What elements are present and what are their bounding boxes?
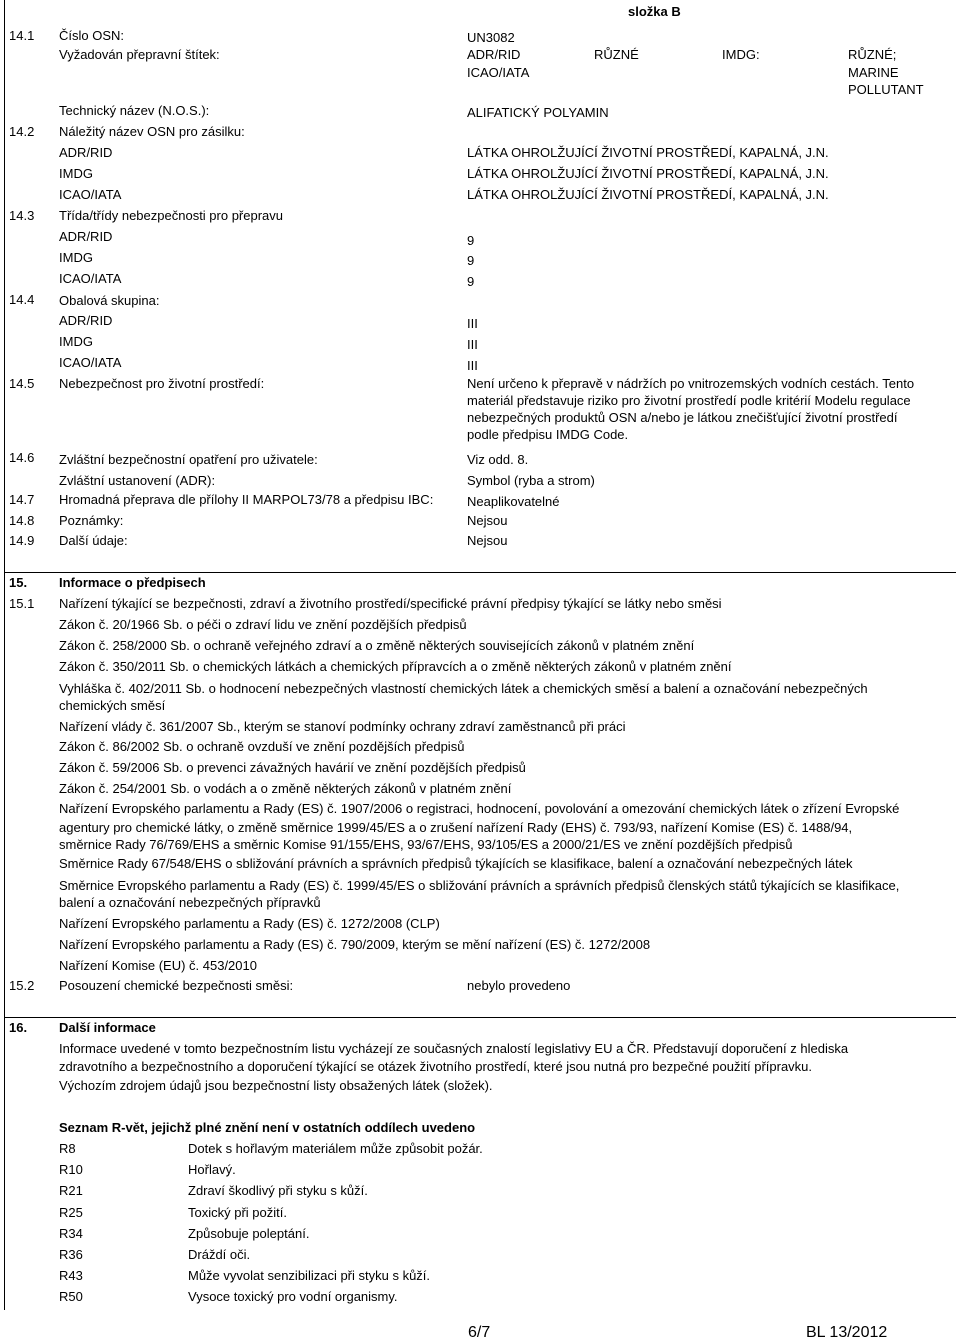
page-number: 6/7 [468, 1324, 491, 1341]
item-value: Viz odd. 8. [467, 452, 529, 467]
item-label: Hromadná přeprava dle přílohy II MARPOL73/78 a předpisu IBC: [59, 492, 434, 507]
item-value-line: podle předpisu IMDG Code. [467, 427, 629, 442]
document-code: BL 13/2012 [806, 1324, 888, 1341]
item-number: 15.1 [9, 596, 35, 611]
regulation-item: chemických směsí [59, 698, 166, 713]
item-label: Další údaje: [59, 533, 128, 548]
page-border-left [4, 0, 5, 1310]
item-number: 14.5 [9, 376, 35, 391]
r-phrase-code: R43 [59, 1268, 83, 1283]
item-value: LÁTKA OHROLŽUJÍCÍ ŽIVOTNÍ PROSTŘEDÍ, KAPALNÁ, J.N. [467, 145, 829, 160]
regulation-item: směrnice Rady 76/769/EHS a směrnic Komise 91/155/EHS, 93/67/EHS, 93/105/ES a 2000/21/ES ve znění pozdějších předpisů [59, 837, 793, 852]
transport-mode: ICAO/IATA [467, 65, 530, 80]
r-phrase-text: Vysoce toxický pro vodní organismy. [188, 1289, 398, 1304]
transport-mode: IMDG [59, 334, 93, 349]
r-phrase-text: Zdraví škodlivý při styku s kůží. [188, 1183, 368, 1198]
regulation-item: Nařízení Evropského parlamentu a Rady (ES) č. 1907/2006 o registraci, hodnocení, povolování a omezování chemických látek o zřízení Evropské [59, 801, 900, 816]
item-value: 9 [467, 274, 475, 289]
label-value: RŮZNÉ; [848, 47, 897, 62]
transport-mode: ICAO/IATA [59, 187, 122, 202]
r-phrase-code: R21 [59, 1183, 83, 1198]
label-value: MARINE [848, 65, 899, 80]
r-phrase-code: R25 [59, 1205, 83, 1220]
section-title: Další informace [59, 1020, 156, 1035]
transport-mode: ICAO/IATA [59, 271, 122, 286]
regulation-item: Směrnice Evropského parlamentu a Rady (ES) č. 1999/45/ES o sbližování právních a správních předpisů členských států týkajících se klasifikace, [59, 878, 900, 893]
item-number: 14.1 [9, 28, 35, 43]
item-number: 14.9 [9, 533, 35, 548]
transport-mode: IMDG [59, 250, 93, 265]
regulation-item: Zákon č. 20/1966 Sb. o péči o zdraví lidu ve znění pozdějších předpisů [59, 617, 467, 632]
transport-mode: ADR/RID [467, 47, 521, 62]
r-phrase-text: Může vyvolat senzibilizaci při styku s kůží. [188, 1268, 431, 1283]
regulation-item: Nařízení Evropského parlamentu a Rady (ES) č. 1272/2008 (CLP) [59, 916, 440, 931]
item-value: 9 [467, 233, 475, 248]
paragraph-line: zdravotního a bezpečnostního a doporučení týkající se otázek životního prostředí, které jsou nutná pro bezpečné použití přípravku. [59, 1059, 813, 1074]
r-phrase-text: Dotek s hořlavým materiálem může způsobit požár. [188, 1141, 483, 1156]
r-phrase-code: R34 [59, 1226, 83, 1241]
folder-label: složka B [628, 4, 681, 19]
item-label: Poznámky: [59, 513, 124, 528]
item-label: Obalová skupina: [59, 293, 160, 308]
transport-mode: ADR/RID [59, 313, 113, 328]
item-label: Zvláštní bezpečnostní opatření pro uživatele: [59, 452, 318, 467]
item-label: Nebezpečnost pro životní prostředí: [59, 376, 265, 391]
item-value: Neaplikovatelné [467, 494, 560, 509]
regulation-item: agentury pro chemické látky, o změně směrnice 1999/45/ES a o zrušení nařízení Rady (EHS) č. 793/93, nařízení Komise (ES) č. 1488/94, [59, 820, 853, 835]
regulation-item: Směrnice Rady 67/548/EHS o sbližování právních a správních předpisů týkajících se klasifikace, balení a označování nebezpečných látek [59, 856, 853, 871]
r-phrase-text: Způsobuje poleptání. [188, 1226, 310, 1241]
section-number: 15. [9, 575, 28, 590]
label-value: RŮZNÉ [594, 47, 639, 62]
regulation-item: Nařízení Komise (EU) č. 453/2010 [59, 958, 257, 973]
r-phrase-code: R8 [59, 1141, 76, 1156]
transport-mode: IMDG: [722, 47, 760, 62]
item-value: III [467, 316, 478, 331]
section-title: Informace o předpisech [59, 575, 206, 590]
item-label: Vyžadován přepravní štítek: [59, 47, 220, 62]
item-value-line: nebezpečných produktů OSN a/nebo je látkou znečišťující životní prostředí [467, 410, 898, 425]
paragraph-line: Výchozím zdrojem údajů jsou bezpečnostní listy obsažených látek (složek). [59, 1078, 493, 1093]
item-value-line: Není určeno k přepravě v nádržích po vnitrozemských vodních cestách. Tento [467, 376, 915, 391]
paragraph-line: Informace uvedené v tomto bezpečnostním listu vycházejí ze současných znalostí legislativy EU a ČR. Představují doporučení z hlediska [59, 1041, 849, 1056]
item-label: Náležitý název OSN pro zásilku: [59, 124, 245, 139]
regulation-item: Nařízení vlády č. 361/2007 Sb., kterým se stanoví podmínky ochrany zdraví zaměstnanců při práci [59, 719, 626, 734]
transport-mode: ADR/RID [59, 145, 113, 160]
item-label: Třída/třídy nebezpečnosti pro přepravu [59, 208, 284, 223]
item-label: Nařízení týkající se bezpečnosti, zdraví a životního prostředí/specifické právní předpisy týkající se látky nebo směsi [59, 596, 722, 611]
transport-mode: ICAO/IATA [59, 355, 122, 370]
item-number: 14.7 [9, 492, 35, 507]
transport-mode: IMDG [59, 166, 93, 181]
item-number: 15.2 [9, 978, 35, 993]
regulation-item: Nařízení Evropského parlamentu a Rady (ES) č. 790/2009, kterým se mění nařízení (ES) č. 1272/2008 [59, 937, 651, 952]
item-value: LÁTKA OHROLŽUJÍCÍ ŽIVOTNÍ PROSTŘEDÍ, KAPALNÁ, J.N. [467, 166, 829, 181]
r-phrase-code: R10 [59, 1162, 83, 1177]
regulation-item: Zákon č. 350/2011 Sb. o chemických látkách a chemických přípravcích a o změně některých zákonů v platném znění [59, 659, 732, 674]
item-label: Technický název (N.O.S.): [59, 103, 210, 118]
item-number: 14.4 [9, 292, 35, 307]
regulation-item: balení a označování nebezpečných přípravků [59, 895, 321, 910]
regulation-item: Zákon č. 59/2006 Sb. o prevenci závažných havárií ve znění pozdějších předpisů [59, 760, 526, 775]
item-value-line: materiál představuje riziko pro životní prostředí podle kritérií Modelu regulace [467, 393, 911, 408]
r-phrase-code: R36 [59, 1247, 83, 1262]
section-divider [4, 1017, 956, 1018]
r-phrase-text: Toxický při požití. [188, 1205, 287, 1220]
item-value: Nejsou [467, 513, 508, 528]
r-phrase-text: Dráždí oči. [188, 1247, 251, 1262]
section-divider [4, 572, 956, 573]
regulation-item: Zákon č. 86/2002 Sb. o ochraně ovzduší ve znění pozdějších předpisů [59, 739, 465, 754]
item-value: ALIFATICKÝ POLYAMIN [467, 105, 609, 120]
label-value: POLLUTANT [848, 82, 924, 97]
r-phrases-title: Seznam R-vět, jejichž plné znění není v ostatních oddílech uvedeno [59, 1120, 476, 1135]
item-label: Posouzení chemické bezpečnosti směsi: [59, 978, 294, 993]
regulation-item: Zákon č. 258/2000 Sb. o ochraně veřejného zdraví a o změně některých souvisejících zákonů v platném znění [59, 638, 695, 653]
section-number: 16. [9, 1020, 28, 1035]
item-label: Číslo OSN: [59, 28, 125, 43]
item-value: III [467, 358, 478, 373]
item-value: III [467, 337, 478, 352]
regulation-item: Vyhláška č. 402/2011 Sb. o hodnocení nebezpečných vlastností chemických látek a chemických směsí a balení a označování nebezpečných [59, 681, 868, 696]
item-value: nebylo provedeno [467, 978, 571, 993]
item-number: 14.8 [9, 513, 35, 528]
item-value: Symbol (ryba a strom) [467, 473, 595, 488]
r-phrase-text: Hořlavý. [188, 1162, 236, 1177]
item-value: UN3082 [467, 30, 515, 45]
item-number: 14.2 [9, 124, 35, 139]
item-value: LÁTKA OHROLŽUJÍCÍ ŽIVOTNÍ PROSTŘEDÍ, KAPALNÁ, J.N. [467, 187, 829, 202]
item-label: Zvláštní ustanovení (ADR): [59, 473, 216, 488]
r-phrase-code: R50 [59, 1289, 83, 1304]
item-number: 14.3 [9, 208, 35, 223]
item-number: 14.6 [9, 450, 35, 465]
item-value: Nejsou [467, 533, 508, 548]
regulation-item: Zákon č. 254/2001 Sb. o vodách a o změně některých zákonů v platném znění [59, 781, 512, 796]
transport-mode: ADR/RID [59, 229, 113, 244]
item-value: 9 [467, 253, 475, 268]
